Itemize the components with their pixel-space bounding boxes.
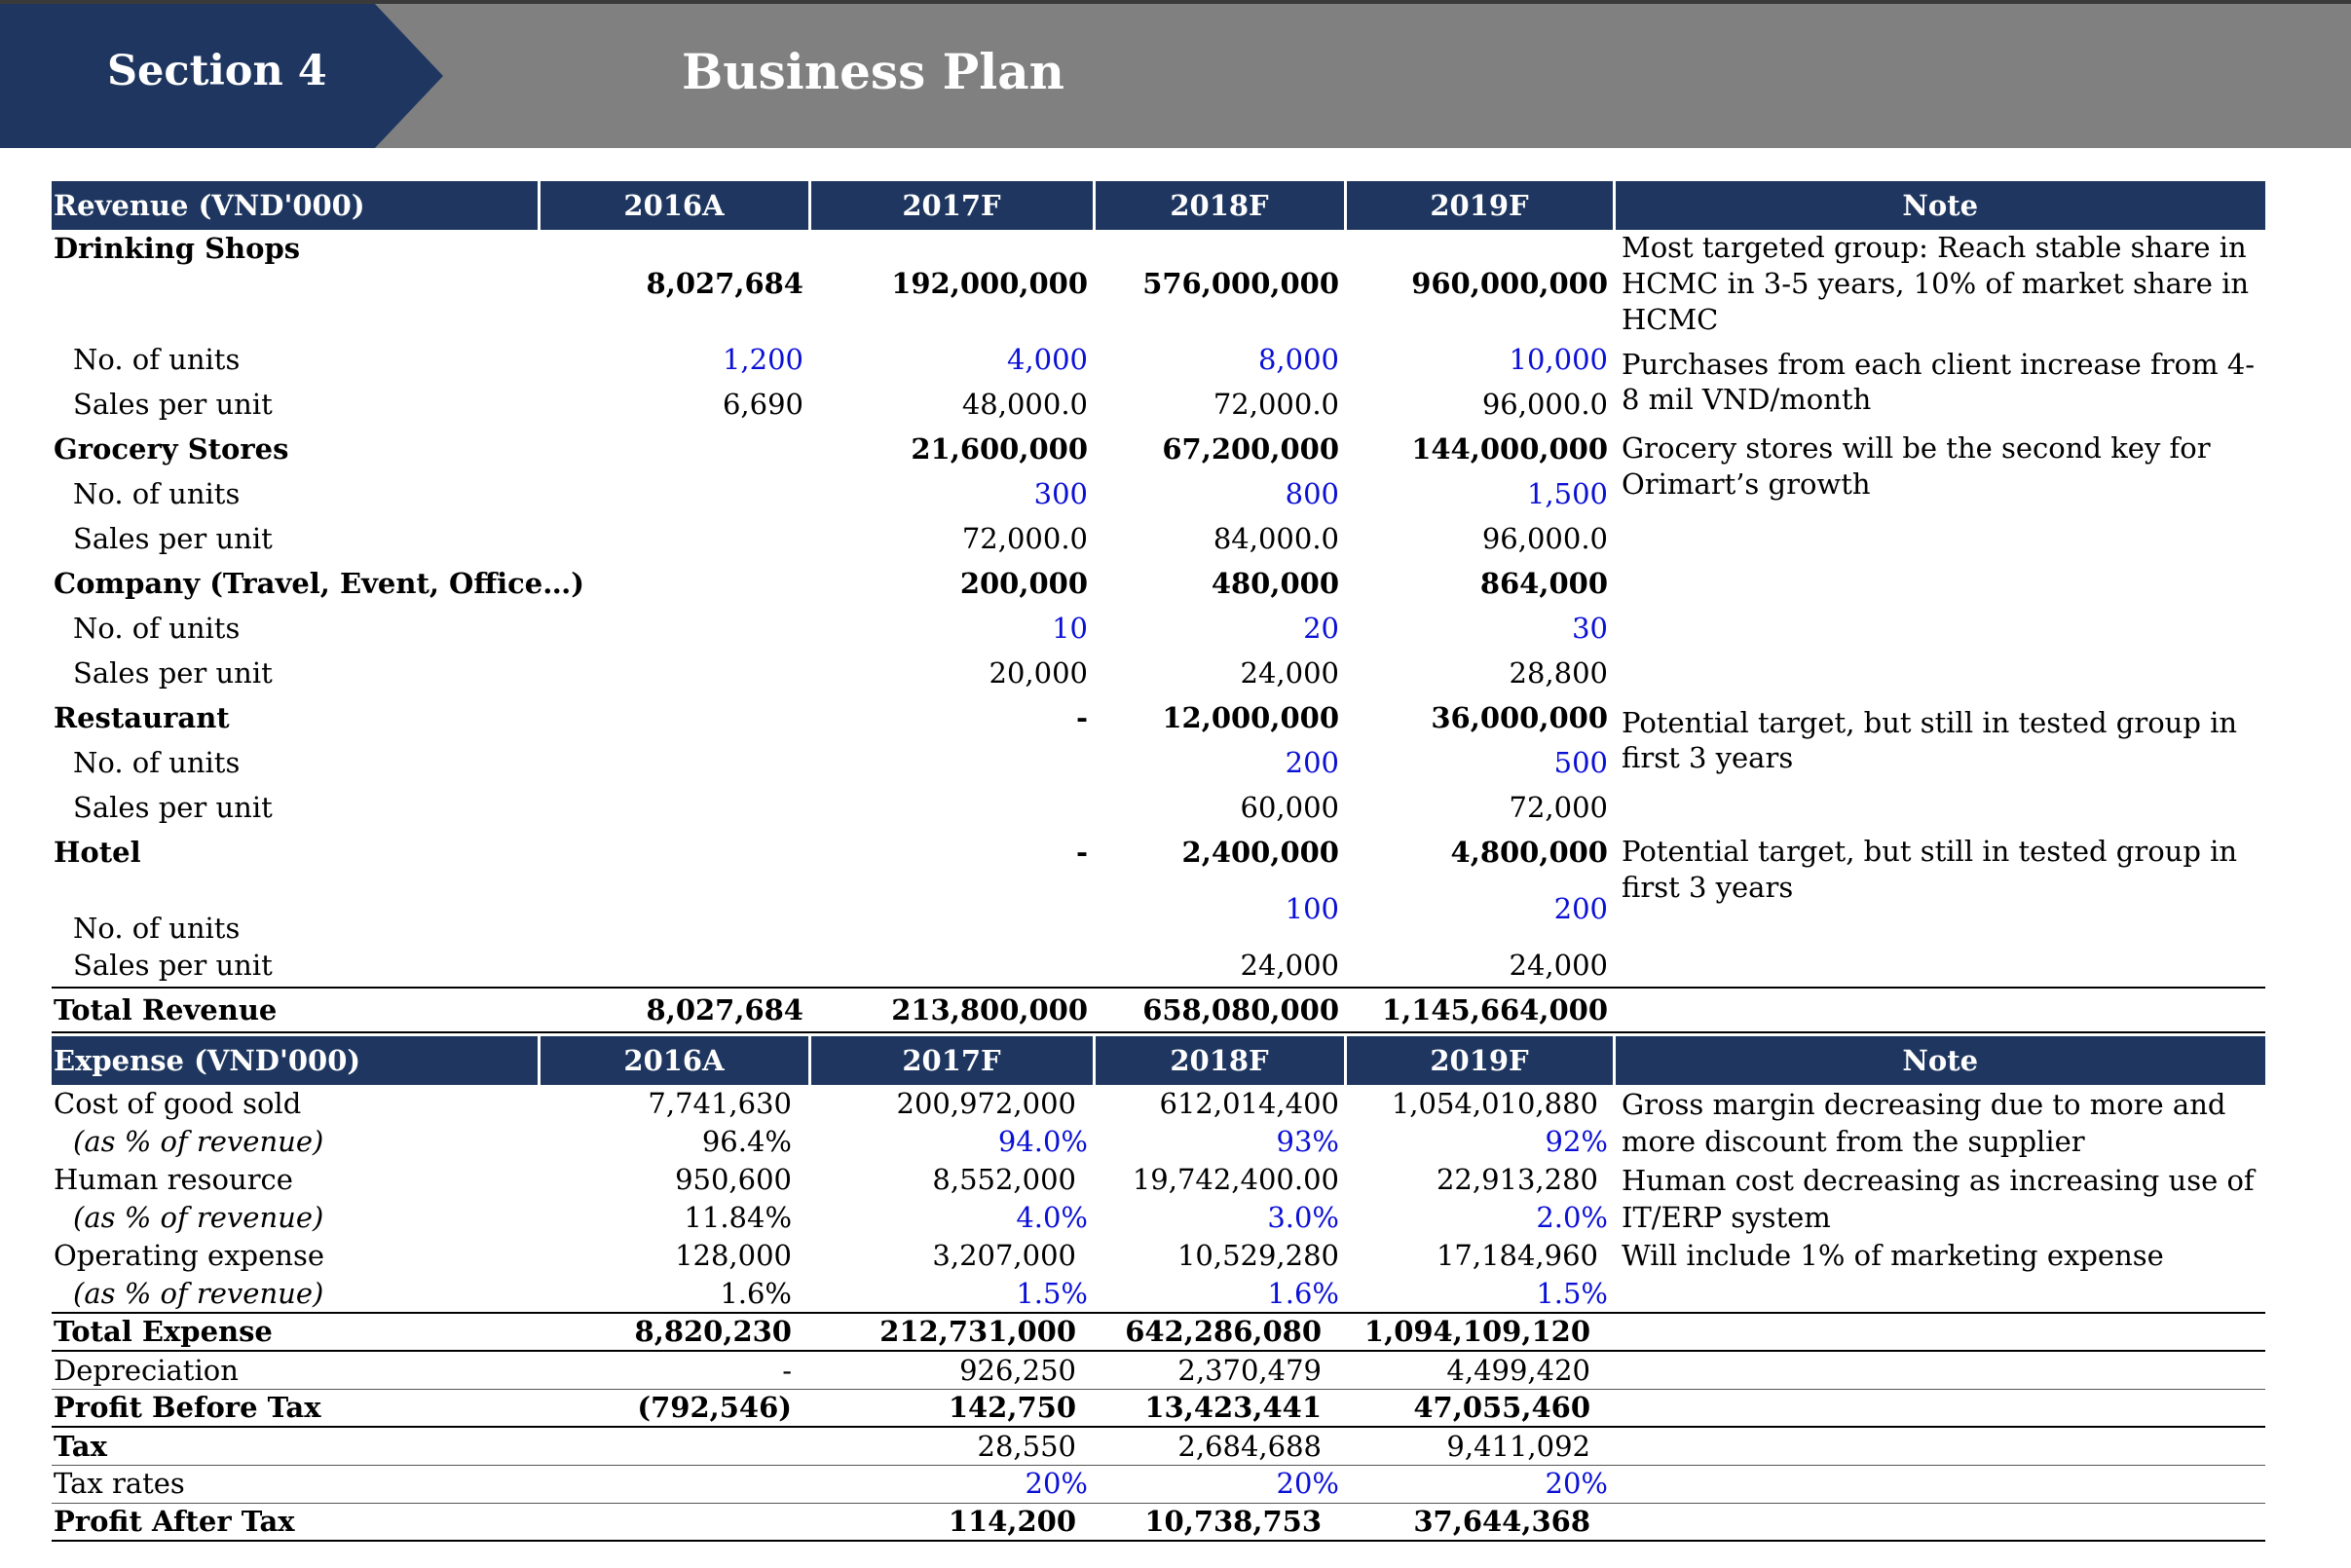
table-cell: 612,014,400 [1159, 1087, 1339, 1121]
note-cell: Purchases from each client increase from 4-8 mil VND/month [1622, 347, 2256, 417]
table-cell: 128,000 [675, 1239, 792, 1273]
table-cell: 11.84% [684, 1201, 792, 1235]
table-row [52, 1503, 2265, 1541]
table-row [52, 1085, 2265, 1123]
row-label: Sales per unit [73, 656, 273, 691]
table-cell: 92% [1545, 1125, 1608, 1159]
table-cell: 36,000,000 [1431, 701, 1608, 735]
table-row [52, 337, 2265, 382]
row-label: No. of units [73, 912, 241, 946]
column-header: 2019F [1345, 181, 1614, 230]
expense-header-row [52, 1036, 2265, 1085]
row-label: (as % of revenue) [52, 1275, 539, 1313]
table-cell [539, 875, 809, 943]
row-label: Drinking Shops [54, 232, 301, 265]
table-cell: 200,972,000 [896, 1087, 1076, 1121]
table-cell: 8,552,000 [932, 1163, 1076, 1197]
table-cell: 96,000.0 [1481, 388, 1608, 422]
row-label: No. of units [73, 343, 241, 377]
table-cell: 8,000 [1257, 343, 1339, 377]
table-cell: 4,800,000 [1450, 836, 1608, 870]
table-cell: 4.0% [1016, 1201, 1088, 1235]
page-title: Business Plan [682, 43, 1064, 100]
note-cell: Human cost decreasing as increasing use of IT/ERP system [1622, 1163, 2255, 1234]
table-cell: 1,054,010,880 [1391, 1087, 1598, 1121]
table-cell: 72,000.0 [961, 522, 1088, 556]
revenue-table [52, 181, 2265, 1033]
table-cell: 864,000 [1479, 567, 1608, 601]
table-cell: 642,286,080 [1094, 1313, 1345, 1351]
row-label: Profit After Tax [52, 1503, 539, 1541]
table-row [52, 1313, 2265, 1351]
row-label: Hotel [54, 836, 141, 870]
table-cell: - [1075, 836, 1088, 870]
row-label: No. of units [73, 612, 241, 646]
table-cell: 96.4% [701, 1125, 792, 1159]
table-cell: 10,529,280 [1176, 1239, 1339, 1273]
table-cell: 94.0% [997, 1125, 1088, 1159]
table-cell [809, 875, 1094, 943]
table-row [52, 1275, 2265, 1313]
column-header: 2017F [809, 181, 1094, 230]
table-row [52, 943, 2265, 988]
table-cell: 2,400,000 [1181, 836, 1339, 870]
table-cell: 1,200 [722, 343, 803, 377]
column-header: Revenue (VND'000) [52, 181, 539, 230]
table-cell: 10,738,753 [1094, 1503, 1345, 1541]
row-label: Sales per unit [73, 388, 273, 422]
column-header: 2016A [539, 1036, 809, 1085]
table-row [52, 516, 2265, 561]
table-cell: 21,600,000 [911, 432, 1088, 467]
table-cell: 28,800 [1509, 656, 1608, 691]
table-cell [539, 830, 809, 875]
table-cell: 96,000.0 [1481, 522, 1608, 556]
table-cell: 47,055,460 [1345, 1389, 1614, 1427]
table-cell: 926,250 [809, 1351, 1094, 1389]
table-cell: 30 [1572, 612, 1608, 646]
column-header: Expense (VND'000) [52, 1036, 539, 1085]
table-row [52, 1465, 2265, 1503]
column-header: Note [1614, 1036, 2265, 1085]
table-cell: 2,370,479 [1094, 1351, 1345, 1389]
table-cell: 24,000 [1240, 656, 1339, 691]
table-cell [809, 740, 1094, 785]
row-label: (as % of revenue) [73, 1125, 324, 1159]
table-cell: 3,207,000 [932, 1239, 1076, 1273]
table-row [52, 561, 2265, 606]
table-cell: 144,000,000 [1411, 432, 1608, 467]
note-cell: Potential target, but still in tested group in first 3 years [1622, 835, 2238, 905]
table-cell: 142,750 [809, 1389, 1094, 1427]
section-label: Section 4 [107, 47, 327, 95]
row-label: Restaurant [54, 701, 230, 735]
table-cell: 200 [1285, 746, 1339, 780]
note-cell: Potential target, but still in tested group in first 3 years [1622, 705, 2238, 775]
table-cell: 658,080,000 [1094, 988, 1345, 1032]
table-row [52, 1427, 2265, 1465]
table-cell [539, 785, 809, 830]
table-cell: 1.6% [539, 1275, 809, 1313]
table-cell [539, 740, 809, 785]
row-label: Depreciation [52, 1351, 539, 1389]
table-cell: 1,500 [1526, 477, 1608, 511]
note-cell: Grocery stores will be the second key for Orimart’s growth [1622, 431, 2211, 502]
table-cell [539, 1465, 809, 1503]
table-cell: 60,000 [1240, 791, 1339, 825]
row-label: Human resource [54, 1163, 293, 1197]
table-cell [539, 471, 809, 516]
table-cell: 800 [1285, 477, 1339, 511]
table-cell: 24,000 [1094, 943, 1345, 988]
table-row [52, 651, 2265, 695]
table-cell: 24,000 [1345, 943, 1614, 988]
row-label: Total Expense [52, 1313, 539, 1351]
row-label: Sales per unit [52, 943, 539, 988]
column-header: Note [1614, 181, 2265, 230]
table-row [52, 1237, 2265, 1275]
table-cell: 20% [1345, 1465, 1614, 1503]
table-cell: 22,913,280 [1436, 1163, 1598, 1197]
row-label: Operating expense [54, 1239, 325, 1273]
note-cell: Gross margin decreasing due to more and more discount from the supplier [1622, 1087, 2226, 1158]
table-cell: 960,000,000 [1411, 267, 1608, 301]
column-header: 2016A [539, 181, 809, 230]
table-cell: 72,000 [1509, 791, 1608, 825]
column-header: 2018F [1094, 1036, 1345, 1085]
table-cell: 4,000 [1006, 343, 1088, 377]
table-cell: 19,742,400.00 [1132, 1163, 1339, 1197]
row-label: Cost of good sold [54, 1087, 302, 1121]
table-cell [809, 785, 1094, 830]
table-cell [539, 1427, 809, 1465]
table-cell: (792,546) [539, 1389, 809, 1427]
table-cell: 480,000 [1211, 567, 1339, 601]
row-label: Total Revenue [52, 988, 539, 1032]
table-cell: - [539, 1351, 809, 1389]
row-label: Tax rates [52, 1465, 539, 1503]
table-row [52, 830, 2265, 875]
table-row [52, 1161, 2265, 1199]
table-row [52, 988, 2265, 1032]
table-cell [539, 516, 809, 561]
note-cell: Will include 1% of marketing expense [1622, 1239, 2164, 1273]
table-cell: 212,731,000 [809, 1313, 1094, 1351]
table-cell [539, 943, 809, 988]
row-label: Sales per unit [73, 791, 273, 825]
table-row [52, 606, 2265, 651]
table-cell: 20,000 [989, 656, 1088, 691]
row-label: Company (Travel, Event, Office…) [54, 567, 584, 601]
table-cell: 10,000 [1509, 343, 1608, 377]
table-cell: 20 [1303, 612, 1339, 646]
table-cell: 1.5% [809, 1275, 1094, 1313]
table-row [52, 427, 2265, 471]
table-cell: 114,200 [809, 1503, 1094, 1541]
table-cell: 8,027,684 [539, 988, 809, 1032]
table-cell: 576,000,000 [1142, 267, 1339, 301]
table-cell: 200 [1553, 892, 1608, 926]
table-cell: 84,000.0 [1213, 522, 1339, 556]
table-cell: 17,184,960 [1436, 1239, 1598, 1273]
revenue-header-row [52, 181, 2265, 230]
table-cell: 48,000.0 [961, 388, 1088, 422]
table-cell: 1.6% [1094, 1275, 1345, 1313]
table-cell: 10 [1052, 612, 1088, 646]
table-cell [809, 943, 1094, 988]
table-cell: 4,499,420 [1345, 1351, 1614, 1389]
row-label: Tax [52, 1427, 539, 1465]
table-cell [539, 1503, 809, 1541]
note-cell: Most targeted group: Reach stable share in HCMC in 3-5 years, 10% of market share in HCMC [1622, 231, 2250, 336]
row-label: Sales per unit [73, 522, 273, 556]
table-cell: 1.5% [1345, 1275, 1614, 1313]
table-cell: - [1075, 701, 1088, 735]
table-cell: 67,200,000 [1162, 432, 1339, 467]
table-cell: 8,820,230 [539, 1313, 809, 1351]
table-row [52, 695, 2265, 740]
table-cell: 93% [1276, 1125, 1339, 1159]
table-cell: 6,690 [722, 388, 803, 422]
table-cell: 300 [1033, 477, 1088, 511]
table-cell: 2.0% [1536, 1201, 1608, 1235]
table-cell: 8,027,684 [646, 267, 803, 301]
table-cell: 213,800,000 [809, 988, 1094, 1032]
row-label: Profit Before Tax [52, 1389, 539, 1427]
table-cell: 12,000,000 [1162, 701, 1339, 735]
table-cell: 1,094,109,120 [1345, 1313, 1614, 1351]
table-cell [539, 695, 809, 740]
column-header: 2017F [809, 1036, 1094, 1085]
table-cell [539, 606, 809, 651]
row-label: Grocery Stores [54, 432, 289, 467]
table-cell [539, 651, 809, 695]
table-cell: 9,411,092 [1345, 1427, 1614, 1465]
table-cell: 7,741,630 [648, 1087, 792, 1121]
table-cell: 72,000.0 [1213, 388, 1339, 422]
row-label: No. of units [73, 746, 241, 780]
row-label: No. of units [73, 477, 241, 511]
table-cell: 1,145,664,000 [1345, 988, 1614, 1032]
column-header: 2018F [1094, 181, 1345, 230]
table-cell: 13,423,441 [1094, 1389, 1345, 1427]
table-row [52, 1351, 2265, 1389]
table-cell: 20% [1094, 1465, 1345, 1503]
table-cell: 3.0% [1267, 1201, 1339, 1235]
row-label: (as % of revenue) [73, 1201, 324, 1235]
table-cell: 20% [809, 1465, 1094, 1503]
table-cell: 500 [1553, 746, 1608, 780]
table-cell: 192,000,000 [891, 267, 1088, 301]
table-cell [539, 427, 809, 471]
table-row [52, 785, 2265, 830]
table-row [52, 230, 2265, 337]
table-cell: 28,550 [809, 1427, 1094, 1465]
table-cell: 100 [1285, 892, 1339, 926]
table-cell: 950,600 [675, 1163, 792, 1197]
table-row [52, 1389, 2265, 1427]
table-cell: 2,684,688 [1094, 1427, 1345, 1465]
table-cell: 37,644,368 [1345, 1503, 1614, 1541]
table-cell: 200,000 [959, 567, 1088, 601]
column-header: 2019F [1345, 1036, 1614, 1085]
expense-table [52, 1036, 2265, 1542]
